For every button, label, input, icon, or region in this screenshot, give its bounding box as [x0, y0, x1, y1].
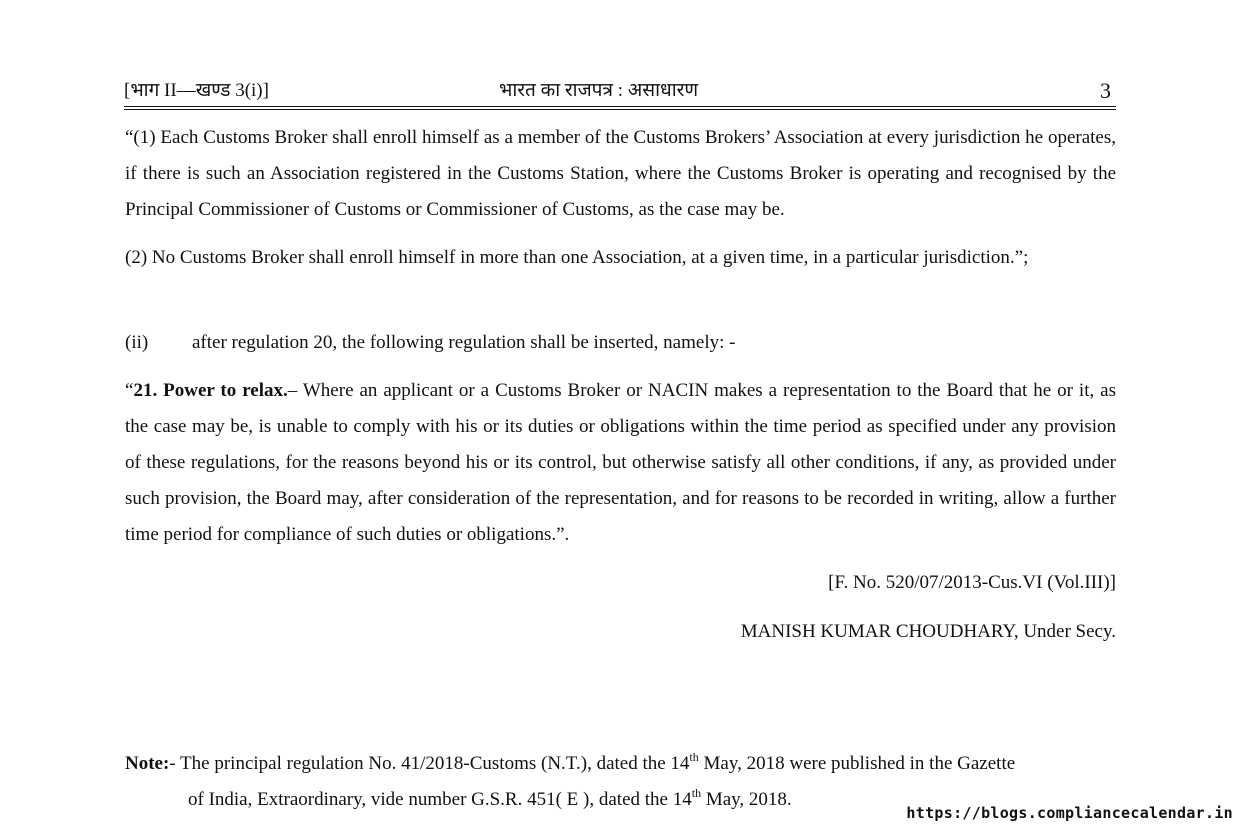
file-number: [F. No. 520/07/2013-Cus.VI (Vol.III)] — [828, 572, 1116, 593]
paragraph-sub-regulation-1: “(1) Each Customs Broker shall enroll himself as a member of the Customs Brokers’ Association at every jurisdiction he operates, if there is such an Association registered in the Customs Station, where the Customs Broker is operating and recognised by the Principal Commissioner of Customs or Commissioner of Customs, as the case may be. — [125, 127, 1116, 220]
note-line1-a: The principal regulation No. 41/2018-Customs (N.T.), dated the 14 — [180, 753, 690, 774]
note-line2-b: May, 2018. — [701, 789, 792, 810]
note-sup1: th — [689, 750, 699, 764]
note-dash: - — [169, 753, 181, 774]
clause-ii — [125, 325, 1116, 361]
header-rule-top — [124, 106, 1116, 107]
header-gazette-title: भारत का राजपत्र : असाधारण — [499, 80, 699, 101]
note-line2-a: of India, Extraordinary, vide number G.S.R. 451( E ), dated the 14 — [188, 789, 692, 810]
regulation-heading: 21. Power to relax. — [133, 380, 288, 401]
source-watermark: https://blogs.compliancecalendar.in — [906, 804, 1233, 822]
paragraph-sub-regulation-2: (2) No Customs Broker shall enroll himself in more than one Association, at a given time, in a particular jurisdiction.”; — [125, 247, 1029, 268]
signatory: MANISH KUMAR CHOUDHARY, Under Secy. — [740, 621, 1116, 642]
clause-number: (ii) — [125, 332, 149, 353]
regulation-21-paragraph — [125, 373, 1116, 553]
note-line1-b: May, 2018 were published in the Gazette — [698, 753, 1016, 774]
note-label: Note: — [125, 753, 170, 774]
clause-text: after regulation 20, the following regulation shall be inserted, namely: - — [192, 332, 736, 353]
open-quote: “ — [125, 380, 134, 401]
header-part-label: [भाग II—खण्ड 3(i)] — [124, 80, 269, 101]
page-number: 3 — [1100, 78, 1111, 103]
regulation-text: – Where an applicant or a Customs Broker or NACIN makes a representation to the Board that he or it, as the case may be, is unable to comply with his or its duties or obligations within the time period as specified under any provision of these regulations, for the reasons beyond his or its control, but otherwise satisfy all other conditions, if any, as provided under such provision, the Board may, after consideration of the representation, and for reasons to be recorded in writing, allow a further time period for compliance of such duties or obligations.”. — [125, 380, 1117, 545]
note-sup2: th — [691, 786, 702, 800]
header-rule-bottom — [124, 109, 1116, 110]
